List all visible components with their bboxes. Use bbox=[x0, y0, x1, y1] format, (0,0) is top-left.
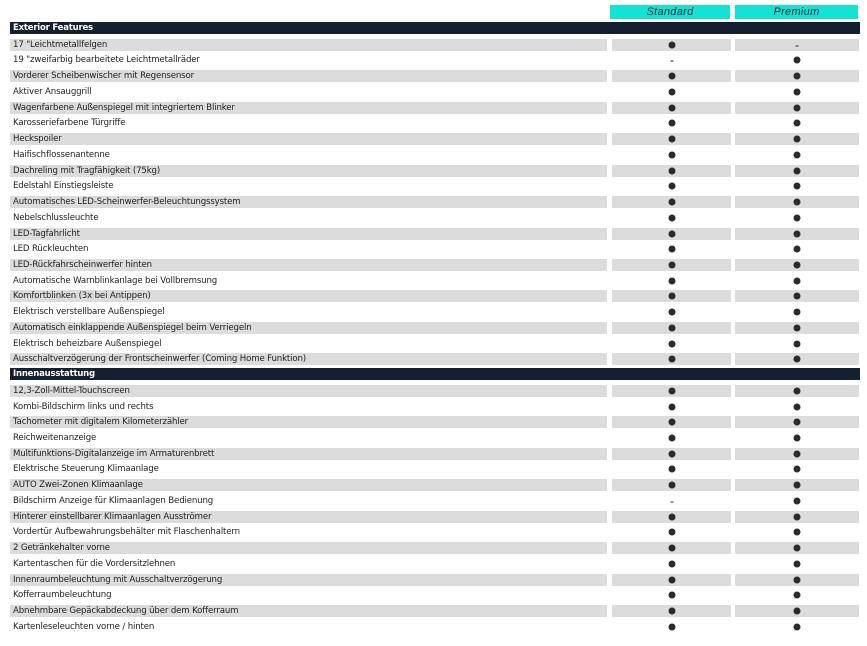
feature-label: Kartentaschen für die Vordersitzlehnen bbox=[10, 558, 607, 570]
column-header-premium: Premium bbox=[735, 5, 858, 19]
premium-availability-cell bbox=[735, 306, 859, 318]
premium-availability-cell bbox=[735, 86, 859, 98]
premium-availability-cell bbox=[735, 322, 859, 334]
feature-comparison-table bbox=[10, 22, 860, 636]
included-dot-icon bbox=[794, 324, 801, 331]
premium-availability-cell bbox=[735, 385, 859, 397]
premium-availability-cell bbox=[735, 416, 859, 428]
premium-availability-cell bbox=[735, 228, 859, 240]
premium-availability-cell bbox=[735, 511, 859, 523]
standard-availability-cell bbox=[612, 149, 731, 161]
table-row bbox=[10, 258, 860, 274]
table-row bbox=[10, 148, 860, 164]
standard-availability-cell bbox=[612, 432, 731, 444]
feature-label: Elektrische Steuerung Klimaanlage bbox=[10, 463, 607, 475]
feature-label: 17 "Leichtmetallfelgen bbox=[10, 39, 607, 51]
table-row bbox=[10, 53, 860, 69]
standard-availability-cell bbox=[612, 353, 731, 365]
table-row bbox=[10, 289, 860, 305]
feature-label: Reichweitenanzeige bbox=[10, 432, 607, 444]
premium-availability-cell bbox=[735, 212, 859, 224]
premium-availability-cell bbox=[735, 574, 859, 586]
standard-availability-cell bbox=[612, 180, 731, 192]
feature-label: Heckspoiler bbox=[10, 133, 607, 145]
feature-label: Automatisches LED-Scheinwerfer-Beleuchtungssystem bbox=[10, 196, 607, 208]
feature-label: Nebelschlussleuchte bbox=[10, 212, 607, 224]
premium-availability-cell bbox=[735, 165, 859, 177]
standard-availability-cell bbox=[612, 589, 731, 601]
table-row bbox=[10, 211, 860, 227]
feature-label: Komfortblinken (3x bei Antippen) bbox=[10, 290, 607, 302]
premium-availability-cell bbox=[735, 479, 859, 491]
included-dot-icon bbox=[668, 151, 675, 158]
standard-availability-cell bbox=[612, 196, 731, 208]
standard-availability-cell bbox=[612, 605, 731, 617]
feature-label: Ausschaltverzögerung der Frontscheinwerfer (Coming Home Funktion) bbox=[10, 353, 607, 365]
premium-availability-cell bbox=[735, 243, 859, 255]
table-row bbox=[10, 573, 860, 589]
premium-availability-cell bbox=[735, 54, 859, 66]
included-dot-icon bbox=[794, 497, 801, 504]
included-dot-icon bbox=[668, 513, 675, 520]
included-dot-icon bbox=[668, 576, 675, 583]
included-dot-icon bbox=[794, 246, 801, 253]
included-dot-icon bbox=[794, 309, 801, 316]
included-dot-icon bbox=[668, 230, 675, 237]
included-dot-icon bbox=[668, 450, 675, 457]
premium-availability-cell bbox=[735, 353, 859, 365]
not-included-dash-icon bbox=[796, 45, 799, 46]
included-dot-icon bbox=[794, 482, 801, 489]
table-row bbox=[10, 604, 860, 620]
standard-availability-cell bbox=[612, 511, 731, 523]
standard-availability-cell bbox=[612, 54, 731, 66]
premium-availability-cell bbox=[735, 495, 859, 507]
standard-availability-cell bbox=[612, 228, 731, 240]
table-row bbox=[10, 478, 860, 494]
included-dot-icon bbox=[794, 545, 801, 552]
premium-availability-cell bbox=[735, 290, 859, 302]
standard-availability-cell bbox=[612, 495, 731, 507]
standard-availability-cell bbox=[612, 385, 731, 397]
included-dot-icon bbox=[668, 560, 675, 567]
included-dot-icon bbox=[668, 592, 675, 599]
standard-availability-cell bbox=[612, 306, 731, 318]
included-dot-icon bbox=[794, 73, 801, 80]
premium-availability-cell bbox=[735, 102, 859, 114]
included-dot-icon bbox=[668, 403, 675, 410]
included-dot-icon bbox=[668, 309, 675, 316]
feature-label: Dachreling mit Tragfähigkeit (75kg) bbox=[10, 165, 607, 177]
included-dot-icon bbox=[794, 136, 801, 143]
feature-label: Automatische Warnblinkanlage bei Vollbremsung bbox=[10, 275, 607, 287]
standard-availability-cell bbox=[612, 479, 731, 491]
included-dot-icon bbox=[794, 466, 801, 473]
feature-label: 19 "zweifarbig bearbeitete Leichtmetallräder bbox=[10, 54, 607, 66]
included-dot-icon bbox=[668, 214, 675, 221]
feature-label: 2 Getränkehalter vorne bbox=[10, 542, 607, 554]
included-dot-icon bbox=[668, 104, 675, 111]
standard-availability-cell bbox=[612, 526, 731, 538]
table-row bbox=[10, 195, 860, 211]
standard-availability-cell bbox=[612, 621, 731, 633]
standard-availability-cell bbox=[612, 259, 731, 271]
premium-availability-cell bbox=[735, 259, 859, 271]
feature-label: 12,3-Zoll-Mittel-Touchscreen bbox=[10, 385, 607, 397]
table-row bbox=[10, 431, 860, 447]
table-row bbox=[10, 384, 860, 400]
premium-availability-cell bbox=[735, 526, 859, 538]
table-row bbox=[10, 38, 860, 54]
premium-availability-cell bbox=[735, 463, 859, 475]
standard-availability-cell bbox=[612, 463, 731, 475]
premium-availability-cell bbox=[735, 196, 859, 208]
included-dot-icon bbox=[668, 136, 675, 143]
included-dot-icon bbox=[668, 293, 675, 300]
standard-availability-cell bbox=[612, 39, 731, 51]
table-row bbox=[10, 588, 860, 604]
feature-label: Tachometer mit digitalem Kilometerzähler bbox=[10, 416, 607, 428]
feature-label: Kartenleseleuchten vorne / hinten bbox=[10, 621, 607, 633]
standard-availability-cell bbox=[612, 275, 731, 287]
included-dot-icon bbox=[794, 419, 801, 426]
included-dot-icon bbox=[668, 120, 675, 127]
premium-availability-cell bbox=[735, 275, 859, 287]
premium-availability-cell bbox=[735, 589, 859, 601]
feature-label: LED-Rückfahrscheinwerfer hinten bbox=[10, 259, 607, 271]
premium-availability-cell bbox=[735, 448, 859, 460]
included-dot-icon bbox=[794, 183, 801, 190]
premium-availability-cell bbox=[735, 432, 859, 444]
included-dot-icon bbox=[794, 623, 801, 630]
premium-availability-cell bbox=[735, 338, 859, 350]
included-dot-icon bbox=[794, 529, 801, 536]
included-dot-icon bbox=[668, 623, 675, 630]
included-dot-icon bbox=[794, 293, 801, 300]
feature-label: Elektrisch beheizbare Außenspiegel bbox=[10, 338, 607, 350]
feature-label: Vordertür Aufbewahrungsbehälter mit Flaschenhaltern bbox=[10, 526, 607, 538]
included-dot-icon bbox=[668, 277, 675, 284]
included-dot-icon bbox=[794, 387, 801, 394]
included-dot-icon bbox=[668, 435, 675, 442]
included-dot-icon bbox=[794, 120, 801, 127]
table-row bbox=[10, 494, 860, 510]
table-row bbox=[10, 321, 860, 337]
premium-availability-cell bbox=[735, 180, 859, 192]
standard-availability-cell bbox=[612, 290, 731, 302]
table-row bbox=[10, 164, 860, 180]
table-row bbox=[10, 274, 860, 290]
feature-label: Kofferraumbeleuchtung bbox=[10, 589, 607, 601]
section-header: Exterior Features bbox=[10, 22, 860, 34]
included-dot-icon bbox=[794, 199, 801, 206]
included-dot-icon bbox=[794, 151, 801, 158]
feature-label: LED Rückleuchten bbox=[10, 243, 607, 255]
not-included-dash-icon bbox=[670, 61, 673, 62]
included-dot-icon bbox=[794, 88, 801, 95]
standard-availability-cell bbox=[612, 70, 731, 82]
included-dot-icon bbox=[668, 246, 675, 253]
standard-availability-cell bbox=[612, 322, 731, 334]
table-row bbox=[10, 510, 860, 526]
included-dot-icon bbox=[668, 419, 675, 426]
feature-label: Automatisch einklappende Außenspiegel beim Verriegeln bbox=[10, 322, 607, 334]
standard-availability-cell bbox=[612, 574, 731, 586]
feature-label: Haifischflossenantenne bbox=[10, 149, 607, 161]
standard-availability-cell bbox=[612, 117, 731, 129]
premium-availability-cell bbox=[735, 39, 859, 51]
included-dot-icon bbox=[668, 545, 675, 552]
premium-availability-cell bbox=[735, 605, 859, 617]
included-dot-icon bbox=[668, 466, 675, 473]
standard-availability-cell bbox=[612, 401, 731, 413]
standard-availability-cell bbox=[612, 558, 731, 570]
table-row bbox=[10, 101, 860, 117]
included-dot-icon bbox=[668, 183, 675, 190]
included-dot-icon bbox=[794, 576, 801, 583]
feature-label: Elektrisch verstellbare Außenspiegel bbox=[10, 306, 607, 318]
included-dot-icon bbox=[794, 340, 801, 347]
included-dot-icon bbox=[668, 340, 675, 347]
included-dot-icon bbox=[668, 88, 675, 95]
included-dot-icon bbox=[668, 73, 675, 80]
table-row bbox=[10, 132, 860, 148]
included-dot-icon bbox=[794, 261, 801, 268]
table-row bbox=[10, 620, 860, 636]
table-row bbox=[10, 352, 860, 368]
premium-availability-cell bbox=[735, 558, 859, 570]
feature-label: Innenraumbeleuchtung mit Ausschaltverzögerung bbox=[10, 574, 607, 586]
feature-label: Karosseriefarbene Türgriffe bbox=[10, 117, 607, 129]
feature-label: LED-Tagfahrlicht bbox=[10, 228, 607, 240]
feature-label: Kombi-Bildschirm links und rechts bbox=[10, 401, 607, 413]
feature-label: Aktiver Ansauggrill bbox=[10, 86, 607, 98]
feature-label: Bildschirm Anzeige für Klimaanlagen Bedienung bbox=[10, 495, 607, 507]
standard-availability-cell bbox=[612, 416, 731, 428]
feature-label: Wagenfarbene Außenspiegel mit integriertem Blinker bbox=[10, 102, 607, 114]
table-row bbox=[10, 305, 860, 321]
column-header-standard: Standard bbox=[610, 5, 730, 19]
standard-availability-cell bbox=[612, 212, 731, 224]
standard-availability-cell bbox=[612, 542, 731, 554]
table-row bbox=[10, 116, 860, 132]
feature-label: Vorderer Scheibenwischer mit Regensensor bbox=[10, 70, 607, 82]
premium-availability-cell bbox=[735, 149, 859, 161]
included-dot-icon bbox=[794, 277, 801, 284]
standard-availability-cell bbox=[612, 86, 731, 98]
included-dot-icon bbox=[794, 450, 801, 457]
table-row bbox=[10, 69, 860, 85]
table-row bbox=[10, 557, 860, 573]
included-dot-icon bbox=[794, 608, 801, 615]
feature-label: Abnehmbare Gepäckabdeckung über dem Kofferraum bbox=[10, 605, 607, 617]
table-row bbox=[10, 337, 860, 353]
included-dot-icon bbox=[668, 529, 675, 536]
included-dot-icon bbox=[794, 592, 801, 599]
premium-availability-cell bbox=[735, 621, 859, 633]
table-row bbox=[10, 400, 860, 416]
table-row bbox=[10, 179, 860, 195]
included-dot-icon bbox=[668, 608, 675, 615]
included-dot-icon bbox=[794, 356, 801, 363]
included-dot-icon bbox=[668, 41, 675, 48]
standard-availability-cell bbox=[612, 448, 731, 460]
included-dot-icon bbox=[794, 104, 801, 111]
included-dot-icon bbox=[794, 435, 801, 442]
included-dot-icon bbox=[794, 214, 801, 221]
standard-availability-cell bbox=[612, 165, 731, 177]
feature-label: Edelstahl Einstiegsleiste bbox=[10, 180, 607, 192]
feature-label: Multifunktions-Digitalanzeige im Armaturenbrett bbox=[10, 448, 607, 460]
feature-label: Hinterer einstellbarer Klimaanlagen Ausströmer bbox=[10, 511, 607, 523]
premium-availability-cell bbox=[735, 542, 859, 554]
premium-availability-cell bbox=[735, 133, 859, 145]
included-dot-icon bbox=[668, 482, 675, 489]
included-dot-icon bbox=[668, 387, 675, 394]
standard-availability-cell bbox=[612, 243, 731, 255]
premium-availability-cell bbox=[735, 70, 859, 82]
section-header: Innenausstattung bbox=[10, 368, 860, 380]
premium-availability-cell bbox=[735, 117, 859, 129]
included-dot-icon bbox=[794, 513, 801, 520]
included-dot-icon bbox=[794, 403, 801, 410]
included-dot-icon bbox=[794, 230, 801, 237]
included-dot-icon bbox=[794, 167, 801, 174]
included-dot-icon bbox=[668, 167, 675, 174]
included-dot-icon bbox=[668, 199, 675, 206]
standard-availability-cell bbox=[612, 338, 731, 350]
standard-availability-cell bbox=[612, 102, 731, 114]
included-dot-icon bbox=[668, 261, 675, 268]
table-row bbox=[10, 462, 860, 478]
not-included-dash-icon bbox=[670, 501, 673, 502]
feature-label: AUTO Zwei-Zonen Klimaanlage bbox=[10, 479, 607, 491]
standard-availability-cell bbox=[612, 133, 731, 145]
premium-availability-cell bbox=[735, 401, 859, 413]
table-row bbox=[10, 415, 860, 431]
included-dot-icon bbox=[668, 356, 675, 363]
included-dot-icon bbox=[668, 324, 675, 331]
column-headers bbox=[0, 5, 867, 19]
table-row bbox=[10, 85, 860, 101]
table-row bbox=[10, 242, 860, 258]
included-dot-icon bbox=[794, 57, 801, 64]
included-dot-icon bbox=[794, 560, 801, 567]
table-row bbox=[10, 447, 860, 463]
table-row bbox=[10, 525, 860, 541]
table-row bbox=[10, 227, 860, 243]
table-row bbox=[10, 541, 860, 557]
